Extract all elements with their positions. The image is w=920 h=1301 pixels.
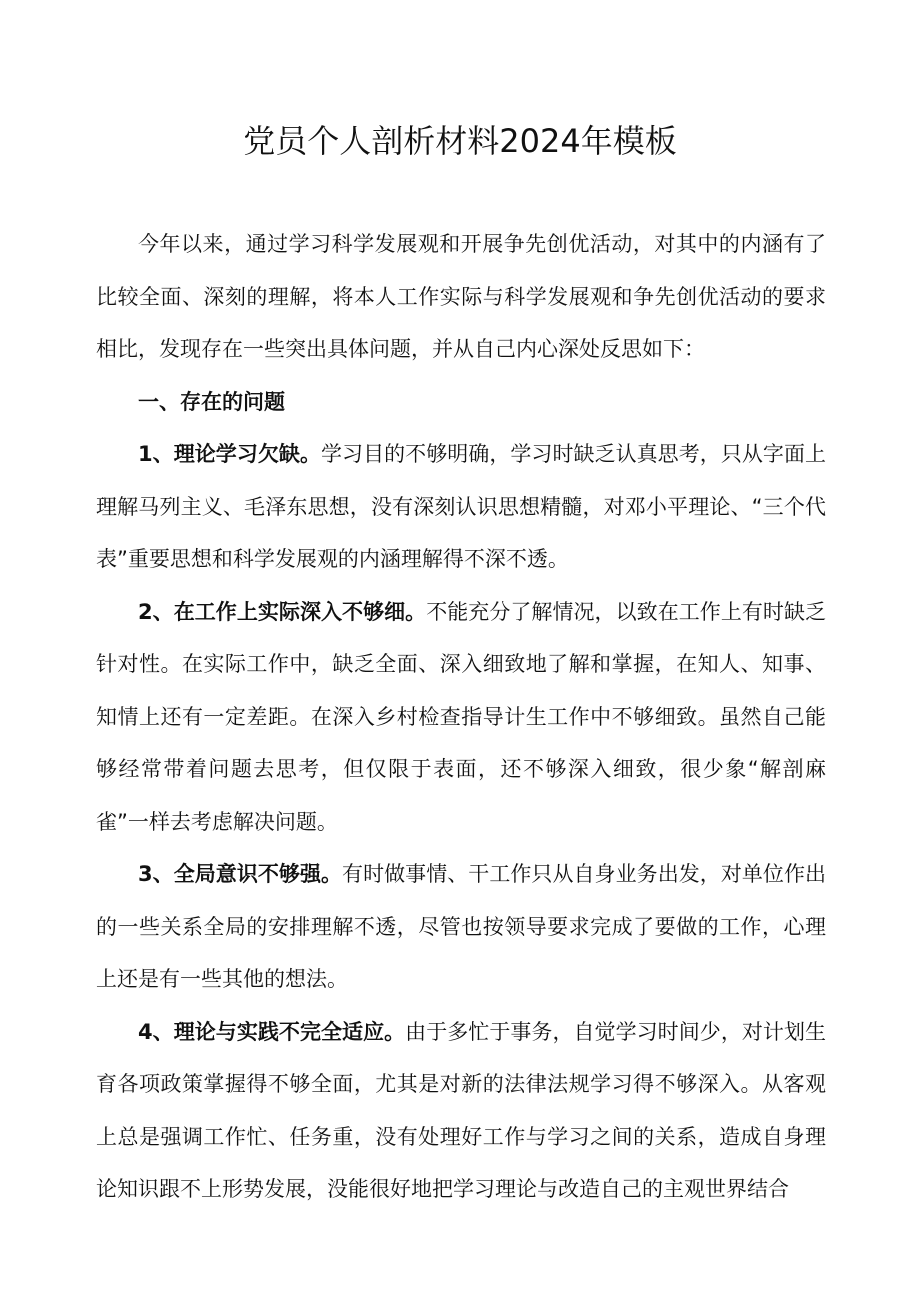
problem-item-3 [96, 848, 826, 1006]
section-heading: 一、存在的问题 [138, 389, 285, 414]
problem-item-2-text: 不能充分了解情况，以致在工作上有时缺乏针对性。在实际工作中，缺乏全面、深入细致地了解和掌握，在知人、知事、知情上还有一定差距。在深入乡村检查指导计生工作中不够细致。虽然自己能够经常带着问题去思考，但仅限于表面，还不够深入细致，很少象“解剖麻雀”一样去考虑解决问题。 [96, 599, 826, 834]
problem-item-4-text: 由于多忙于事务，自觉学习时间少，对计划生育各项政策掌握得不够全面，尤其是对新的法律法规学习得不够深入。从客观上总是强调工作忙、任务重，没有处理好工作与学习之间的关系，造成自身理论知识跟不上形势发展，没能很好地把学习理论与改造自己的主观世界结合 [96, 1019, 826, 1201]
problem-item-3-lead: 3、全局意识不够强。 [138, 862, 343, 886]
problem-item-4 [96, 1006, 826, 1216]
problem-item-3-text: 有时做事情、干工作只从自身业务出发，对单位作出的一些关系全局的安排理解不透，尽管也按领导要求完成了要做的工作，心理上还是有一些其他的想法。 [96, 862, 826, 991]
intro-paragraph: 今年以来，通过学习科学发展观和开展争先创优活动，对其中的内涵有了比较全面、深刻的理解，将本人工作实际与科学发展观和争先创优活动的要求相比，发现存在一些突出具体问题，并从自己内心深处反思如下： [96, 232, 826, 361]
problem-item-1 [96, 428, 826, 586]
problem-item-1-text: 学习目的不够明确，学习时缺乏认真思考，只从字面上理解马列主义、毛泽东思想，没有深刻认识思想精髓，对邓小平理论、“三个代表”重要思想和科学发展观的内涵理解得不深不透。 [96, 442, 826, 571]
problem-item-2 [96, 586, 826, 849]
problem-item-2-lead: 2、在工作上实际深入不够细。 [138, 599, 427, 624]
problem-item-4-lead: 4、理论与实践不完全适应。 [138, 1019, 406, 1044]
document-title: 党员个人剖析材料2024年模板 [243, 122, 677, 160]
document-body [96, 218, 826, 1216]
problem-item-1-lead: 1、理论学习欠缺。 [138, 442, 321, 466]
